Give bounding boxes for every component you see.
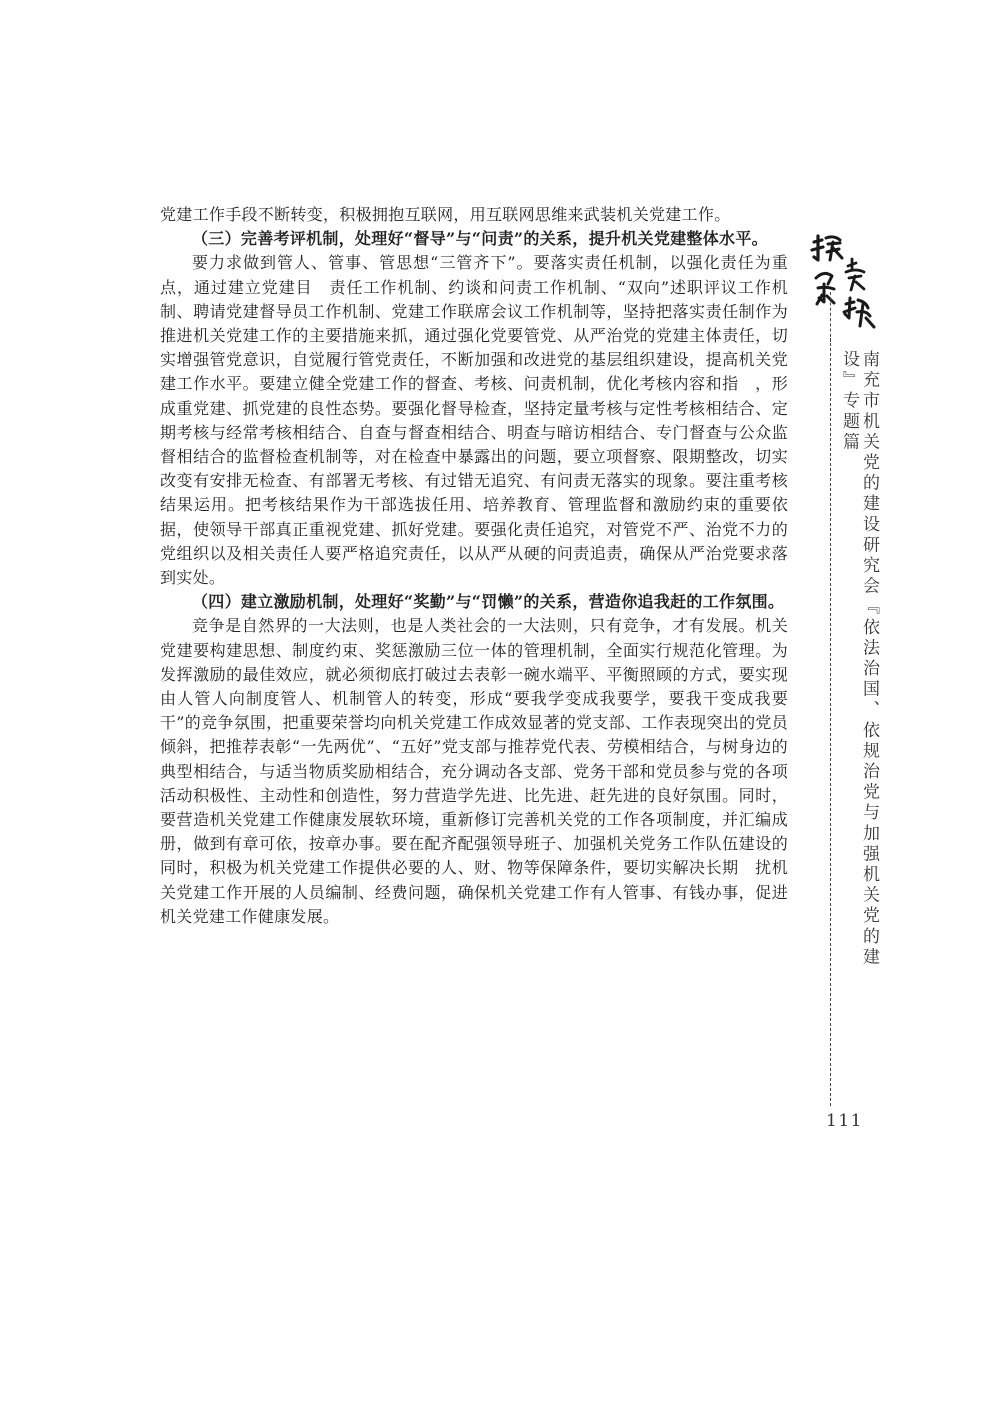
sidebar-divider-dashed <box>830 338 831 1106</box>
paragraph-section-4: 竞争是自然界的一大法则，也是人类社会的一大法则，只有竞争，才有发展。机关党建要构建思想、制度约束、奖惩激励三位一体的管理机制，全面实行规范化管理。为发挥激励的最佳效应，就必须彻底打破过去表彰一碗水端平、平衡照顾的方式，要实现由人管人向制度管人、机制管人的转变，形成“要我学变成我要学，要我干变成我要干”的竞争氛围，把重要荣誉均向机关党建工作成效显著的党支部、工作表现突出的党员倾斜，把推荐表彰“一先两优”、“五好”党支部与推荐党代表、劳模相结合，与树身边的典型相结合，与适当物质奖励相结合，充分调动各支部、党务干部和党员参与党的各项活动积极性、主动性和创造性，努力营造学先进、比先进、赶先进的良好氛围。同时，要营造机关党建工作健康发展软环境，重新修订完善机关党的工作各项制度，并汇编成册，做到有章可依，按章办事。要在配齐配强领导班子、加强机关党务工作队伍建设的同时，积极为机关党建工作提供必要的人、财、物等保障条件，要切实解决长期 扰机关党建工作开展的人员编制、经费问题，确保机关党建工作有人管事、有钱办事，促进机关党建工作健康发展。 <box>160 616 788 926</box>
section-heading-4: （四）建立激励机制，处理好“奖勤”与“罚懒”的关系，营造你追我赶的工作氛围。 <box>192 592 785 612</box>
column-vertical-title: 南充市机关党的建设研究会『依法治国、依规治党与加强机关党的建设』专题篇 <box>839 350 879 968</box>
page-number: 111 <box>826 1111 863 1131</box>
article-body <box>160 203 788 929</box>
paragraph-continued: 党建工作手段不断转变，积极拥抱互联网，用互联网思维来武装机关党建工作。 <box>160 205 731 224</box>
section-heading-3: （三）完善考评机制，处理好“督导”与“问责”的关系，提升机关党建整体水平。 <box>192 229 768 249</box>
paragraph-section-3: 要力求做到管人、管事、管思想“三管齐下”。要落实责任机制，以强化责任为重点，通过建立党建目 责任工作机制、约谈和问责工作机制、“双向”述职评议工作机制、聘请党建督导员工作机制、党建工作联席会议工作机制等，坚持把落实责任制作为推进机关党建工作的主要措施来抓，通过强化党要管党、从严治党的党建主体责任，切实增强管党意识，自觉履行管党责任，不断加强和改进党的基层组织建设，提高机关党建工作水平。要建立健全党建工作的督查、考核、问责机制，优化考核内容和指 ，形成重党建、抓党建的良性态势。要强化督导检查，坚持定量考核与定性考核相结合、定期考核与经常考核相结合、自查与督查相结合、明查与暗访相结合、专门督查与公众监督相结合的监督检查机制等，对在检查中暴露出的问题，要立项督察、限期整改，切实改变有安排无检查、有部署无考核、有过错无追究、有问责无落实的现象。要注重考核结果运用。把考核结果作为干部选拔任用、培养教育、管理监督和激励约束的重要依据，使领导干部真正重视党建、抓好党建。要强化责任追究，对管党不严、治党不力的党组织以及相关责任人要严格追究责任，以从严从硬的问责追责，确保从严治党要求落到实处。 <box>160 253 788 588</box>
column-logo-calligraphy <box>808 232 888 342</box>
sidebar-divider-top <box>830 292 831 342</box>
